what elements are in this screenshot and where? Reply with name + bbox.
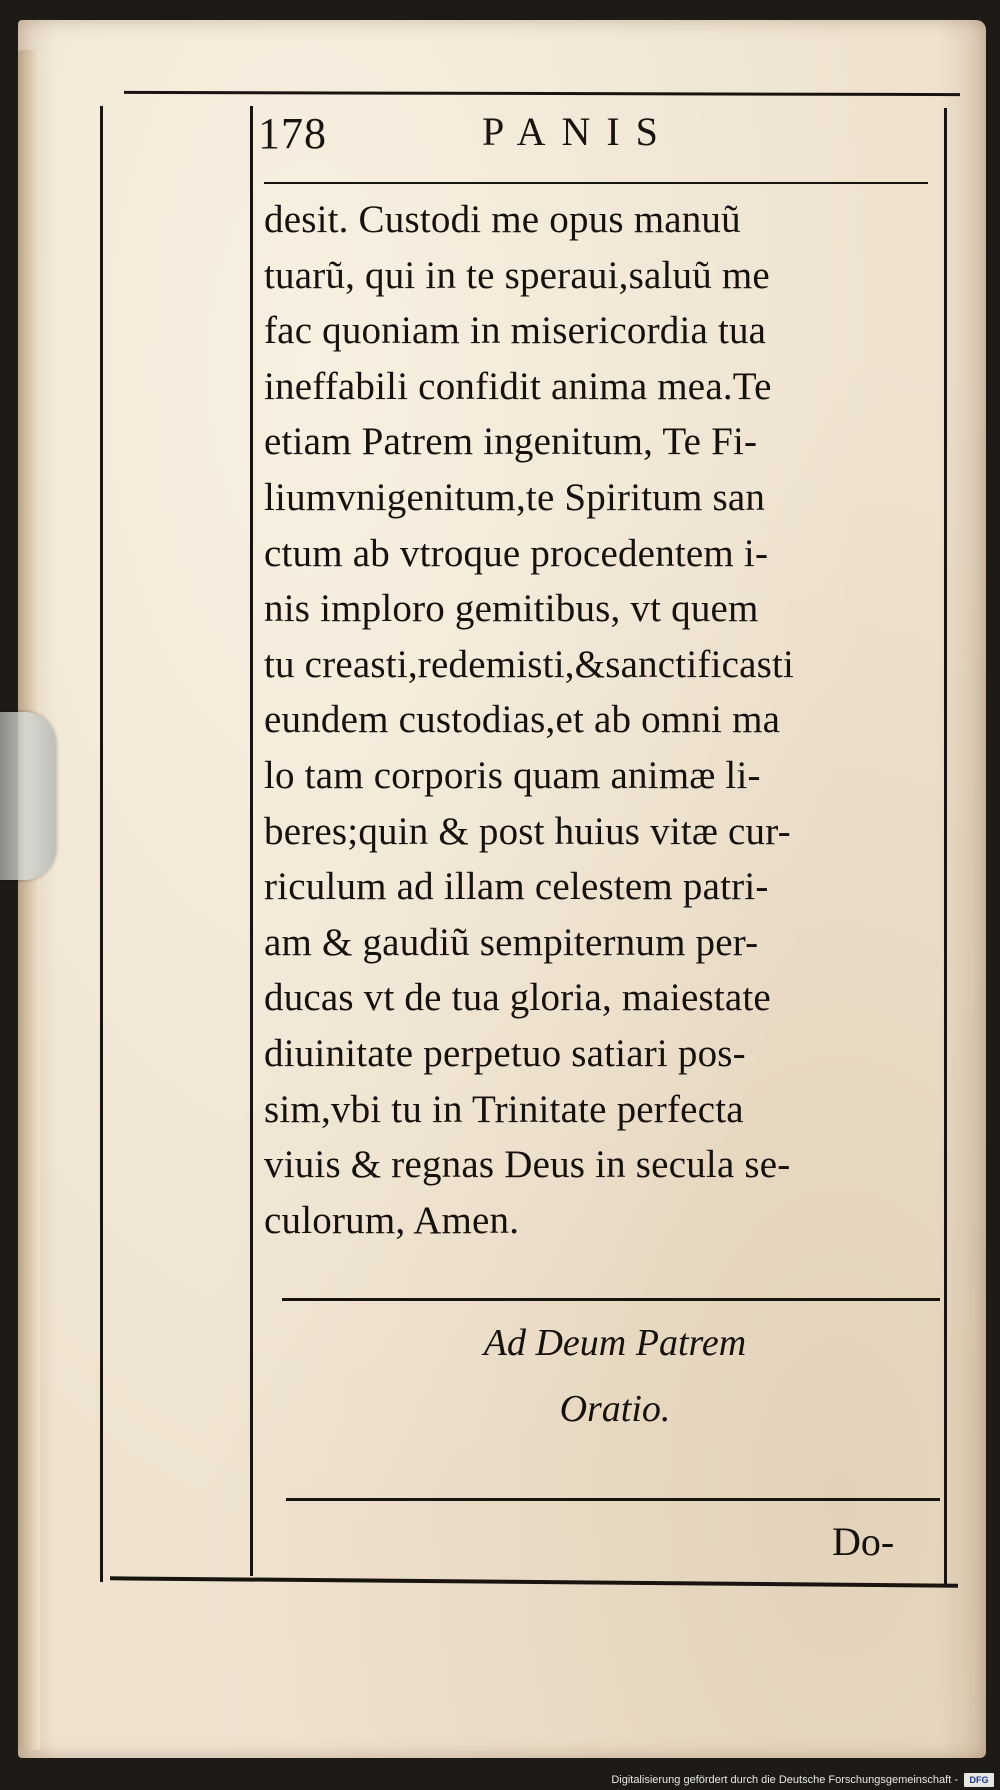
- frame-left-rule: [100, 106, 103, 1582]
- text-line: riculum ad illam celestem patri-: [264, 865, 769, 909]
- text-line: ctum ab vtroque procedentem i-: [264, 531, 769, 575]
- text-line: lo tam corporis quam animæ li-: [264, 753, 761, 797]
- digitization-credit: Digitalisierung gefördert durch die Deutsche Forschungsgemeinschaft -: [611, 1774, 958, 1786]
- section-rule-upper: [282, 1298, 940, 1301]
- text-line: liumvnigenitum,te Spiritum san: [264, 475, 766, 519]
- text-line: sim,vbi tu in Trinitate perfecta: [264, 1087, 744, 1131]
- text-line: beres;quin & post huius vitæ cur-: [264, 809, 791, 853]
- running-title: PANIS: [482, 109, 674, 154]
- text-line: tu creasti,redemisti,&sanctificasti: [264, 642, 795, 686]
- text-line: eundem custodias,et ab omni ma: [264, 698, 781, 742]
- frame-inner-left-rule: [250, 106, 253, 1576]
- header-rule: [264, 182, 928, 184]
- page-gutter: [18, 50, 40, 1750]
- dfg-logo: DFG: [964, 1773, 994, 1787]
- text-line: nis imploro gemitibus, vt quem: [264, 587, 759, 631]
- heading-line: Oratio.: [559, 1388, 671, 1430]
- text-line: tuarũ, qui in te speraui,saluũ me: [264, 253, 770, 297]
- section-rule-lower: [286, 1498, 940, 1501]
- text-line: diuinitate perpetuo satiari pos-: [264, 1031, 746, 1075]
- text-line: culorum, Amen.: [264, 1198, 520, 1242]
- text-line: fac quoniam in misericordia tua: [264, 309, 767, 353]
- text-line: am & gaudiũ sempiternum per-: [264, 920, 759, 964]
- text-line: ineffabili confidit anima mea.Te: [264, 364, 772, 408]
- text-line: desit. Custodi me opus manuũ: [264, 198, 741, 241]
- catchword: Do-: [832, 1519, 895, 1564]
- page-clip: [0, 712, 56, 880]
- text-line: ducas vt de tua gloria, maiestate: [264, 976, 771, 1020]
- prayer-heading: [290, 1310, 940, 1442]
- text-line: viuis & regnas Deus in secula se-: [264, 1143, 791, 1187]
- text-line: etiam Patrem ingenitum, Te Fi-: [264, 420, 758, 464]
- page-number: 178: [258, 109, 327, 158]
- heading-line: Ad Deum Patrem: [483, 1322, 747, 1364]
- body-text: [264, 192, 944, 1248]
- frame-right-rule: [944, 108, 947, 1584]
